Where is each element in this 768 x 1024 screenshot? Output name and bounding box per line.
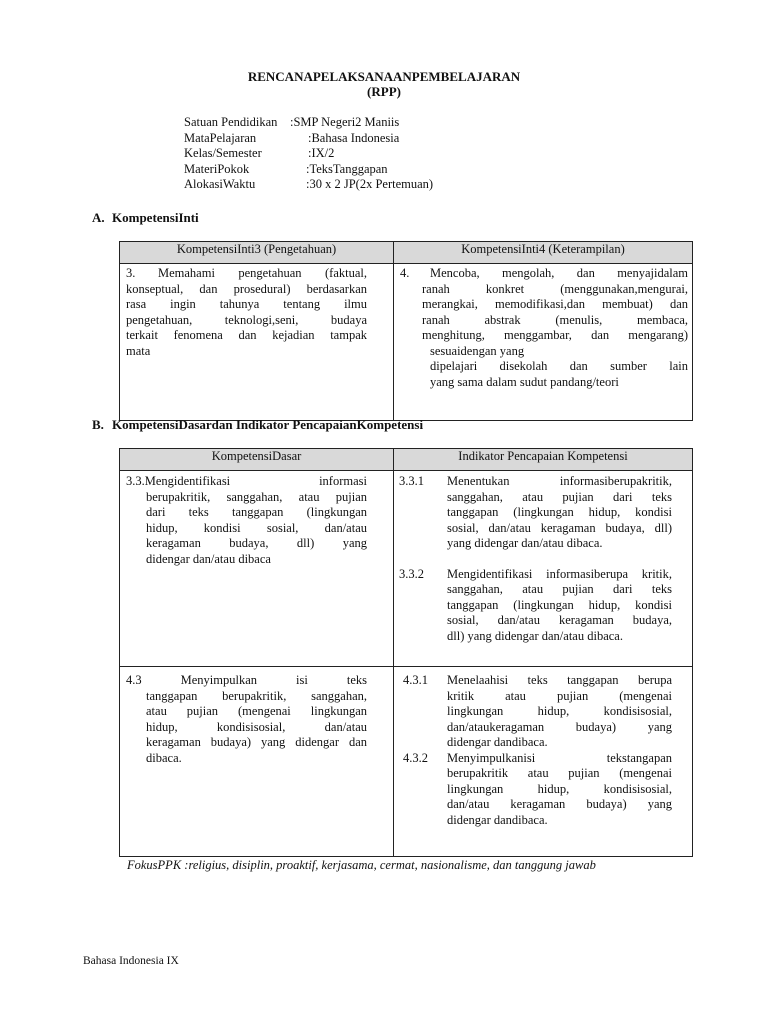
indicator-ind431 <box>399 673 672 751</box>
document-subtitle: (RPP) <box>367 84 401 99</box>
text-line: atau pujian (mengenai lingkungan <box>146 704 367 718</box>
indicator-number: 4.3.1 <box>403 673 428 687</box>
kompetensi-dasar-table <box>119 448 693 857</box>
text-line: sanggahan, atau pujian dari teks <box>447 582 672 596</box>
meta-value: :IX/2 <box>308 146 335 160</box>
text-line: Mengidentifikasi informasiberupa kritik, <box>447 566 672 581</box>
meta-label: MataPelajaran <box>184 130 257 145</box>
page-footer: Bahasa Indonesia IX <box>83 955 179 967</box>
meta-label: Kelas/Semester <box>184 146 262 160</box>
text-line: dipelajari disekolah dan sumber lain <box>430 359 688 373</box>
text-line: pengetahuan, teknologi,seni, budaya <box>126 312 367 327</box>
text-line: Mencoba, mengolah, dan menyajidalam <box>430 266 688 280</box>
section-a-number: A. <box>92 210 105 225</box>
text-line: dari teks tanggapan (lingkungan <box>146 505 367 519</box>
item-number: 4. <box>400 266 410 280</box>
ki3-cell <box>120 264 394 421</box>
text-line: sesuaidengan yang <box>430 343 525 358</box>
text-line: sosial, dan/atau keragaman budaya, dll) <box>447 520 672 535</box>
text-line: yang sama dalam sudut pandang/teori <box>430 374 619 389</box>
indicator-number: 3.3.2 <box>399 566 424 581</box>
text-line: merangkai, memodifikasi,dan membuat) dan <box>422 297 688 311</box>
text-line: tanggapan berupakritik, sanggahan, <box>146 688 367 703</box>
kompetensi-inti-table <box>119 241 693 421</box>
text-line: dan/atau keragaman budaya) yang <box>447 797 672 811</box>
ki3-paragraph <box>126 266 367 359</box>
item-number: 3. <box>126 266 136 280</box>
text-line: keragaman budaya) yang didengar dan <box>146 735 367 749</box>
meta-value: :TeksTanggapan <box>306 161 388 176</box>
text-line: mata <box>126 343 151 358</box>
text-line: berupakritik, sanggahan, atau pujian <box>146 489 367 504</box>
kd-first-line: 4.3 Menyimpulkan isi teks <box>126 673 367 687</box>
text-line: kritik atau pujian (mengenai <box>447 688 672 703</box>
section-b-number: B. <box>92 417 104 432</box>
kd-3-3-cell <box>120 471 394 667</box>
section-a-heading <box>92 210 199 226</box>
text-line: didengar dandibaca. <box>447 812 548 827</box>
text-line: ranah abstrak (menulis, membaca, <box>422 312 688 327</box>
meta-value: :SMP Negeri2 Maniis <box>290 115 400 129</box>
text-line: tanggapan (lingkungan hidup, kondisi <box>447 597 672 612</box>
text-line: Memahami pengetahuan (faktual, <box>158 266 367 280</box>
indikator-4-3-cell <box>394 667 693 857</box>
text-line: rasa ingin tahunya tentang ilmu <box>126 297 367 311</box>
kd-header: KompetensiDasar <box>120 449 394 471</box>
indicator-ind332 <box>399 567 672 645</box>
indicator-number: 3.3.1 <box>399 474 424 488</box>
text-line: hidup, kondisisosial, dan/atau <box>146 719 367 734</box>
ki4-paragraph <box>402 266 688 390</box>
section-b-title: KompetensiDasardan Indikator PencapaianKompetensi <box>112 417 424 432</box>
indicator-number: 4.3.2 <box>403 750 428 765</box>
text-line: lingkungan hidup, kondisisosial, <box>447 704 672 718</box>
meta-label: AlokasiWaktu <box>184 177 256 191</box>
meta-label: MateriPokok <box>184 161 250 176</box>
indicator-ind432 <box>399 751 672 829</box>
indicator-ind331 <box>399 474 672 552</box>
text-line: sosial, dan/atau keragaman budaya, <box>447 613 672 627</box>
section-b-heading <box>92 417 423 433</box>
text-line: Menyimpulkanisi tekstangapan <box>447 750 672 765</box>
text-line: dibaca. <box>146 750 182 765</box>
text-line: didengar dandibaca. <box>447 735 548 749</box>
text-line: Menentukan informasiberupakritik, <box>447 474 672 488</box>
text-line: sanggahan, atau pujian dari teks <box>447 489 672 504</box>
kd-4-3-cell <box>120 667 394 857</box>
indikator-header: Indikator Pencapaian Kompetensi <box>394 449 693 471</box>
text-line: terkait fenomena dan kejadian tampak <box>126 328 367 342</box>
indikator-3-3-cell <box>394 471 693 667</box>
text-line: didengar dan/atau dibaca <box>146 551 271 566</box>
text-line: lingkungan hidup, kondisisosial, <box>447 781 672 796</box>
ki3-header: KompetensiInti3 (Pengetahuan) <box>120 242 394 264</box>
ki4-cell <box>394 264 693 421</box>
meta-value: :Bahasa Indonesia <box>308 130 400 145</box>
text-line: dll) yang didengar dan/atau dibaca. <box>447 628 623 643</box>
text-line: konseptual, dan prosedural) berdasarkan <box>126 281 367 296</box>
text-line: Menelaahisi teks tanggapan berupa <box>447 673 672 687</box>
text-line: yang didengar dan/atau dibaca. <box>447 536 603 550</box>
text-line: berupakritik atau pujian (mengenai <box>447 766 672 780</box>
text-line: ranah konkret (menggunakan,mengurai, <box>422 281 688 296</box>
document-title: RENCANAPELAKSANAANPEMBELAJARAN <box>247 69 521 84</box>
fokus-ppk-note: FokusPPK :religius, disiplin, proaktif, kerjasama, cermat, nasionalisme, dan tanggung jawab <box>127 858 596 872</box>
text-line: tanggapan (lingkungan hidup, kondisi <box>447 505 672 519</box>
text-line: dan/ataukeragaman budaya) yang <box>447 719 672 734</box>
kd-first-line: 3.3.Mengidentifikasi informasi <box>126 474 367 488</box>
text-line: menghitung, menggambar, dan mengarang) <box>422 328 688 342</box>
meta-label: Satuan Pendidikan <box>184 115 278 129</box>
text-line: keragaman budaya, dll) yang <box>146 536 367 550</box>
meta-value: :30 x 2 JP(2x Pertemuan) <box>306 177 434 191</box>
ki4-header: KompetensiInti4 (Keterampilan) <box>394 242 693 264</box>
text-line: hidup, kondisi sosial, dan/atau <box>146 520 367 535</box>
section-a-title: KompetensiInti <box>112 210 199 225</box>
